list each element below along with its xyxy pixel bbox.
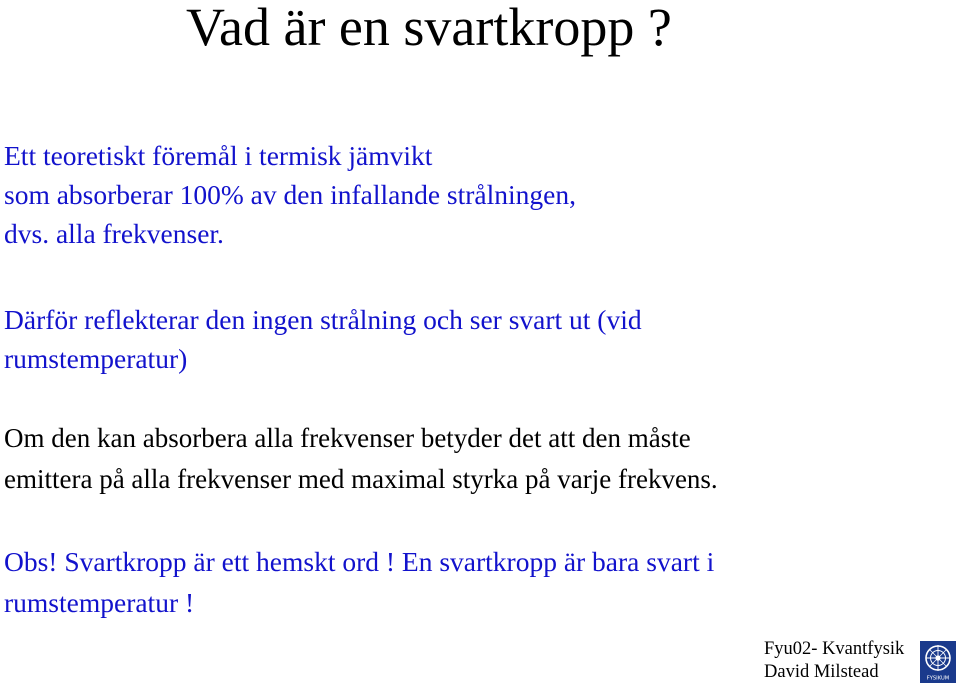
slide-title: Vad är en svartkropp ? xyxy=(186,0,672,57)
paragraph-line: rumstemperatur ! xyxy=(4,587,195,618)
note-paragraph xyxy=(4,541,714,623)
emission-paragraph xyxy=(4,418,718,500)
definition-paragraph xyxy=(4,136,576,253)
author-name: David Milstead xyxy=(764,662,879,682)
paragraph-line: Ett teoretiskt föremål i termisk jämvikt xyxy=(4,140,433,171)
paragraph-line: Obs! Svartkropp är ett hemskt ord ! En svartkropp är bara svart i xyxy=(4,546,715,577)
paragraph-line: rumstemperatur) xyxy=(4,343,188,374)
fysikum-logo xyxy=(920,641,956,683)
paragraph-line: som absorberar 100% av den infallande strålningen, xyxy=(4,179,576,210)
course-name: Fyu02- Kvantfysik xyxy=(764,639,905,659)
paragraph-line: Om den kan absorbera alla frekvenser betyder det att den måste xyxy=(4,423,691,453)
reflection-paragraph xyxy=(4,300,642,378)
paragraph-line: dvs. alla frekvenser. xyxy=(4,218,224,249)
logo-text: FYSIKUM xyxy=(926,675,950,682)
paragraph-line: emittera på alla frekvenser med maximal styrka på varje frekvens. xyxy=(4,464,718,494)
paragraph-line: Därför reflekterar den ingen strålning och ser svart ut (vid xyxy=(4,304,642,335)
slide-footer xyxy=(764,638,904,684)
